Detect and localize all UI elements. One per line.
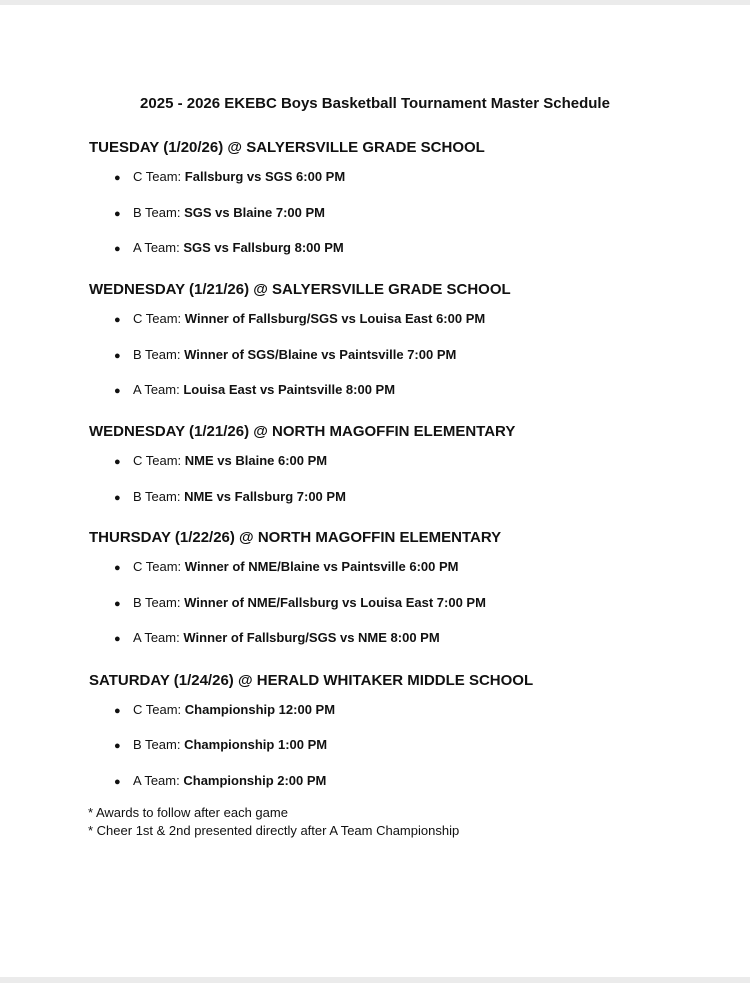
game-matchup: SGS vs Fallsburg 8:00 PM	[183, 240, 344, 255]
bullet-icon: ●	[114, 243, 121, 255]
list-item	[114, 559, 458, 576]
game-matchup: Winner of NME/Blaine vs Paintsville 6:00 PM	[184, 559, 459, 574]
list-item	[114, 702, 335, 719]
team-label: B Team:	[133, 737, 181, 752]
bullet-icon: ●	[114, 208, 121, 220]
list-item	[114, 347, 456, 364]
list-item	[114, 311, 485, 328]
day-heading-saturday: SATURDAY (1/24/26) @ HERALD WHITAKER MIDDLE SCHOOL	[89, 672, 534, 689]
bullet-icon: ●	[114, 492, 121, 504]
list-item	[114, 489, 346, 506]
team-label: A Team:	[133, 773, 180, 788]
bullet-icon: ●	[114, 776, 121, 788]
list-item	[114, 382, 395, 399]
game-matchup: Fallsburg vs SGS 6:00 PM	[184, 169, 346, 184]
document-title: 2025 - 2026 EKEBC Boys Basketball Tournament Master Schedule	[140, 95, 610, 112]
game-matchup: Louisa East vs Paintsville 8:00 PM	[183, 382, 396, 397]
day-heading-wednesday-nme: WEDNESDAY (1/21/26) @ NORTH MAGOFFIN ELEMENTARY	[89, 423, 516, 440]
game-matchup: Winner of Fallsburg/SGS vs Louisa East 6:00 PM	[184, 311, 486, 326]
bullet-icon: ●	[114, 456, 121, 468]
team-label: B Team:	[133, 595, 181, 610]
team-label: C Team:	[133, 453, 182, 468]
document-page	[0, 5, 750, 977]
game-matchup: Championship 1:00 PM	[184, 737, 328, 752]
list-item	[114, 773, 326, 790]
team-label: C Team:	[133, 311, 182, 326]
bullet-icon: ●	[114, 314, 121, 326]
list-item	[114, 630, 440, 647]
team-label: C Team:	[133, 559, 182, 574]
list-item	[114, 595, 486, 612]
bullet-icon: ●	[114, 740, 121, 752]
team-label: C Team:	[133, 702, 182, 717]
bullet-icon: ●	[114, 633, 121, 645]
team-label: A Team:	[133, 382, 180, 397]
list-item	[114, 240, 344, 257]
footnote-awards: * Awards to follow after each game	[88, 805, 288, 820]
bullet-icon: ●	[114, 385, 121, 397]
list-item	[114, 205, 325, 222]
team-label: B Team:	[133, 205, 181, 220]
game-matchup: NME vs Fallsburg 7:00 PM	[184, 489, 346, 504]
footnote-cheer: * Cheer 1st & 2nd presented directly after A Team Championship	[88, 823, 460, 838]
list-item	[114, 169, 345, 186]
list-item	[114, 453, 327, 470]
game-matchup: Winner of Fallsburg/SGS vs NME 8:00 PM	[183, 630, 440, 645]
list-item	[114, 737, 327, 754]
game-matchup: Winner of NME/Fallsburg vs Louisa East 7:00 PM	[184, 595, 486, 610]
day-heading-thursday: THURSDAY (1/22/26) @ NORTH MAGOFFIN ELEMENTARY	[89, 529, 502, 546]
bullet-icon: ●	[114, 350, 121, 362]
game-matchup: NME vs Blaine 6:00 PM	[184, 453, 328, 468]
game-matchup: SGS vs Blaine 7:00 PM	[184, 205, 325, 220]
bullet-icon: ●	[114, 172, 121, 184]
team-label: C Team:	[133, 169, 182, 184]
team-label: A Team:	[133, 630, 180, 645]
game-matchup: Winner of SGS/Blaine vs Paintsville 7:00 PM	[184, 347, 457, 362]
game-matchup: Championship 2:00 PM	[183, 773, 327, 788]
team-label: B Team:	[133, 347, 181, 362]
game-matchup: Championship 12:00 PM	[184, 702, 336, 717]
team-label: A Team:	[133, 240, 180, 255]
day-heading-wednesday-sgs: WEDNESDAY (1/21/26) @ SALYERSVILLE GRADE SCHOOL	[89, 281, 511, 298]
team-label: B Team:	[133, 489, 181, 504]
day-heading-tuesday: TUESDAY (1/20/26) @ SALYERSVILLE GRADE SCHOOL	[89, 139, 485, 156]
bullet-icon: ●	[114, 598, 121, 610]
bullet-icon: ●	[114, 562, 121, 574]
bullet-icon: ●	[114, 705, 121, 717]
